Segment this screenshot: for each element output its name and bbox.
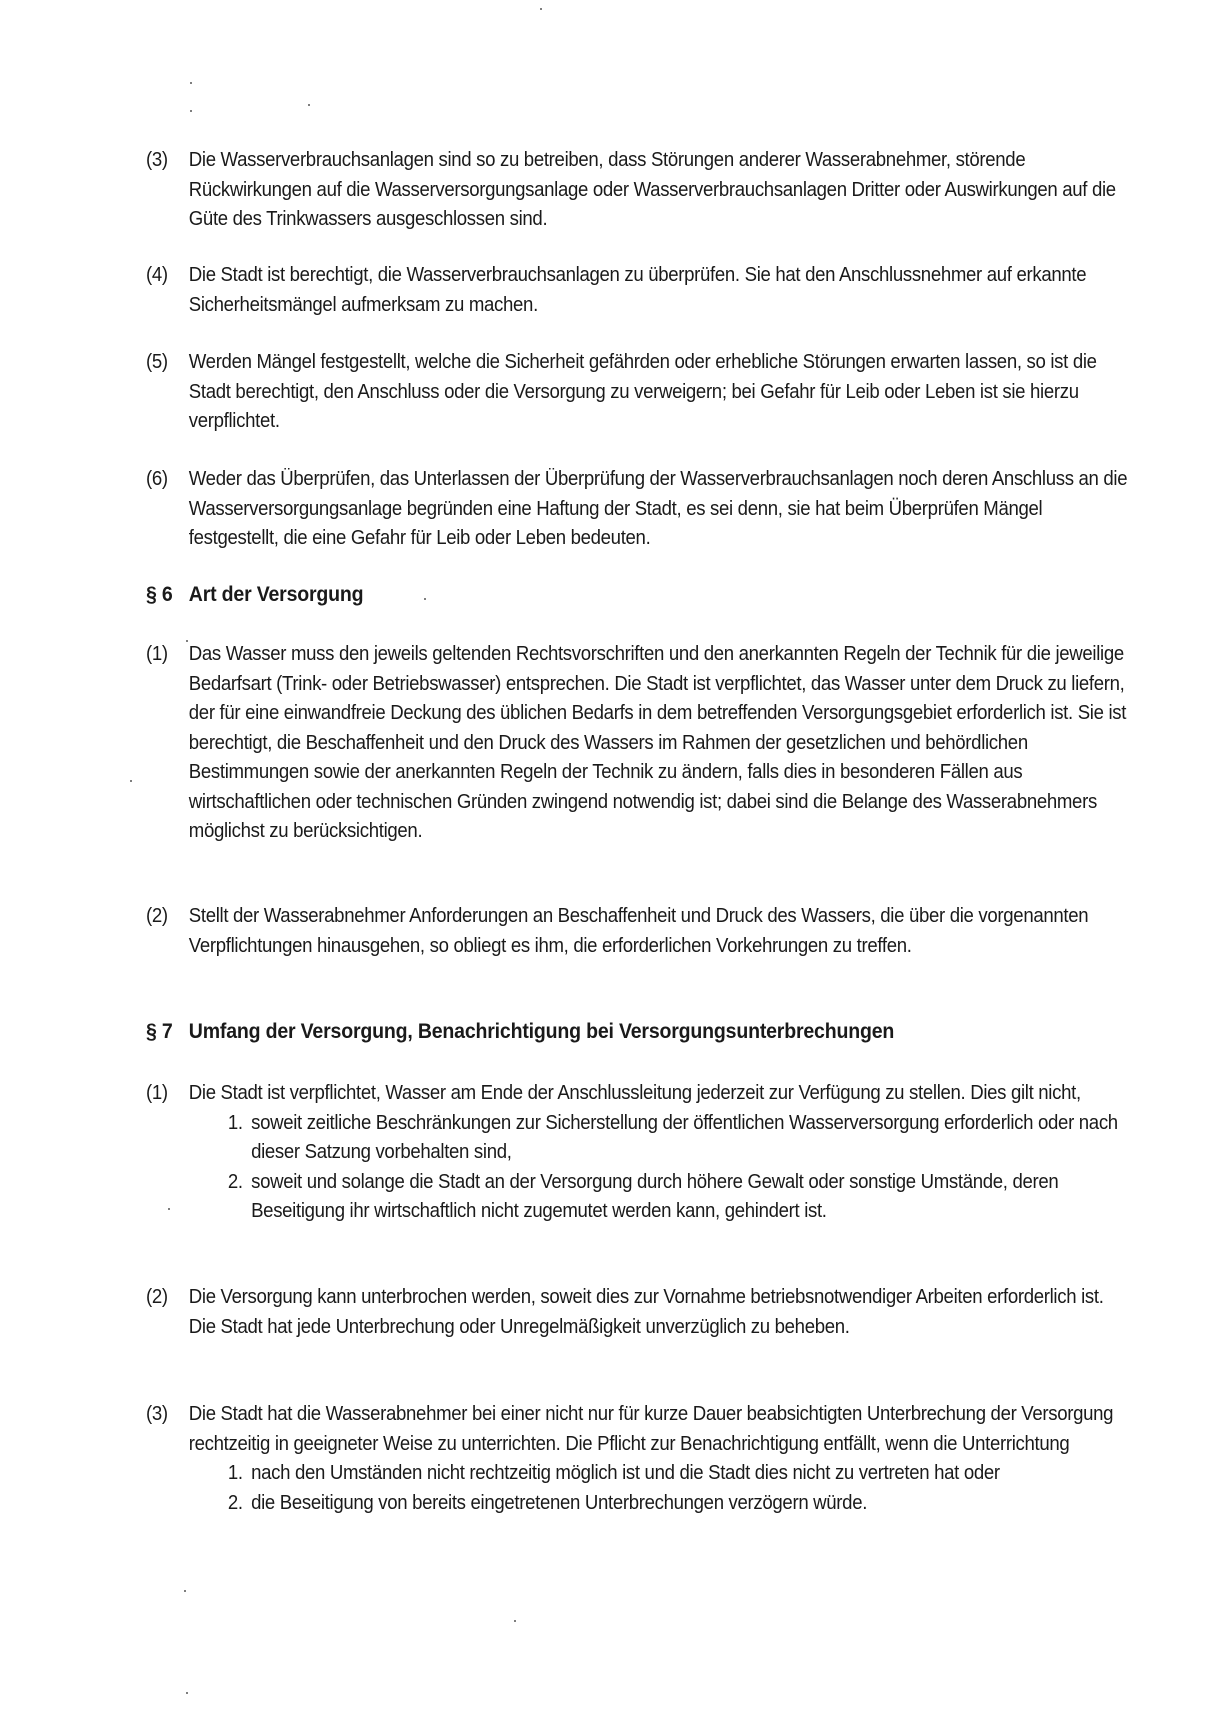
paragraph-number: (2) (146, 905, 168, 927)
section-title: Art der Versorgung (188, 583, 364, 606)
paragraph-number: (6) (146, 468, 168, 490)
paragraph (146, 1283, 1104, 1342)
paragraph-number: (3) (146, 1403, 168, 1425)
scan-speck (514, 1620, 516, 1622)
list-item-number: 1. (227, 1111, 243, 1134)
scan-speck (130, 780, 132, 782)
list-item-text: die Beseitigung von bereits eingetretenen Unterbrechungen verzögern würde. (251, 1491, 868, 1514)
list-item (189, 1109, 1128, 1168)
scan-speck (184, 1590, 186, 1592)
section-number: § 6 (146, 583, 173, 606)
scan-speck (540, 8, 542, 10)
paragraph (146, 902, 1089, 961)
list-item (189, 1168, 1128, 1227)
paragraph (146, 1400, 1114, 1518)
paragraph-number: (1) (146, 643, 168, 665)
list-item-text: nach den Umständen nicht rechtzeitig möglich ist und die Stadt dies nicht zu vertreten hat oder (251, 1462, 1000, 1484)
paragraph-number: (1) (146, 1082, 168, 1104)
paragraph-text: Das Wasser muss den jeweils geltenden Rechtsvorschriften und den anerkannten Regeln der Technik für die jeweilige Bedarfsart (Trink- oder Betriebswasser) entsprechen. Die Stadt ist verpflichtet, das Wasser unter dem Druck zu liefern, der für eine einwandfreie Deckung des üblichen Bedarfs in dem betreffenden Versorgungsgebiet erforderlich ist. Sie ist berechtigt, die Beschaffenheit und den Druck des Wassers im Rahmen der gesetzlichen und behördlichen Bestimmungen sowie der anerkannten Regeln der Technik zu ändern, falls dies in besonderen Fällen aus wirtschaftlichen oder technischen Gründen zwingend notwendig ist; dabei sind die Belange des Wasserabnehmers möglichst zu berücksichtigen. (188, 643, 1127, 842)
list-item-number: 2. (227, 1491, 243, 1514)
list-item-number: 1. (227, 1462, 243, 1484)
scan-speck (424, 598, 426, 600)
paragraph-text: Die Stadt ist berechtigt, die Wasserverbrauchsanlagen zu überprüfen. Sie hat den Anschlussnehmer auf erkannte Sicherheitsmängel aufmerksam zu machen. (188, 264, 1087, 316)
paragraph (146, 465, 1128, 554)
paragraph-text: Weder das Überprüfen, das Unterlassen der Überprüfung der Wasserverbrauchsanlagen noch deren Anschluss an die Wasserversorgungsanlage begründen eine Haftung der Stadt, es sei denn, sie hat beim Überprüfen Mängel festgestellt, die eine Gefahr für Leib oder Leben bedeuten. (188, 468, 1128, 549)
list-item-number: 2. (227, 1170, 243, 1193)
scan-speck (186, 1692, 188, 1694)
list-item (189, 1459, 1128, 1489)
list-item (189, 1489, 1128, 1519)
paragraph-text: Die Stadt hat die Wasserabnehmer bei einer nicht nur für kurze Dauer beabsichtigten Unterbrechung der Versorgung rechtzeitig in geeigneter Weise zu unterrichten. Die Pflicht zur Benachrichtigung entfällt, wenn die Unterrichtung (188, 1403, 1114, 1455)
paragraph (146, 348, 1097, 437)
scan-speck (190, 110, 192, 112)
list-item-text: soweit und solange die Stadt an der Versorgung durch höhere Gewalt oder sonstige Umstände, deren Beseitigung ihr wirtschaftlich nicht zugemutet werden kann, gehindert ist. (251, 1170, 1059, 1222)
scan-speck (190, 82, 192, 84)
paragraph-text: Werden Mängel festgestellt, welche die Sicherheit gefährden oder erhebliche Störungen erwarten lassen, so ist die Stadt berechtigt, den Anschluss oder die Versorgung zu verweigern; bei Gefahr für Leib oder Leben ist sie hierzu verpflichtet. (188, 351, 1097, 432)
paragraph-number: (5) (146, 351, 168, 373)
paragraph (146, 146, 1116, 235)
paragraph-text: Die Wasserverbrauchsanlagen sind so zu betreiben, dass Störungen anderer Wasserabnehmer, störende Rückwirkungen auf die Wasserversorgungsanlage oder Wasserverbrauchsanlagen Dritter oder Auswirkungen auf die Güte des Trinkwassers ausgeschlossen sind. (188, 149, 1116, 230)
section-number: § 7 (146, 1020, 173, 1043)
paragraph (146, 261, 1086, 320)
section-heading (146, 1020, 894, 1044)
paragraph-number: (3) (146, 149, 168, 171)
enumeration-list (189, 1459, 1128, 1518)
paragraph-number: (4) (146, 264, 168, 286)
paragraph (146, 640, 1127, 847)
section-title: Umfang der Versorgung, Benachrichtigung bei Versorgungsunterbrechungen (188, 1020, 895, 1043)
paragraph-number: (2) (146, 1286, 168, 1308)
paragraph-text: Die Versorgung kann unterbrochen werden, soweit dies zur Vornahme betriebsnotwendiger Arbeiten erforderlich ist. Die Stadt hat jede Unterbrechung oder Unregelmäßigkeit unverzüglich zu beheben. (188, 1286, 1104, 1338)
paragraph-text: Stellt der Wasserabnehmer Anforderungen an Beschaffenheit und Druck des Wassers, die über die vorgenannten Verpflichtungen hinausgehen, so obliegt es ihm, die erforderlichen Vorkehrungen zu treffen. (188, 905, 1089, 957)
list-item-text: soweit zeitliche Beschränkungen zur Sicherstellung der öffentlichen Wasserversorgung erforderlich oder nach dieser Satzung vorbehalten sind, (251, 1111, 1118, 1163)
paragraph (146, 1079, 1118, 1227)
scan-speck (308, 104, 310, 106)
section-heading (146, 583, 363, 607)
enumeration-list (189, 1109, 1128, 1227)
paragraph-text: Die Stadt ist verpflichtet, Wasser am Ende der Anschlussleitung jederzeit zur Verfügung zu stellen. Dies gilt nicht, (188, 1082, 1081, 1104)
